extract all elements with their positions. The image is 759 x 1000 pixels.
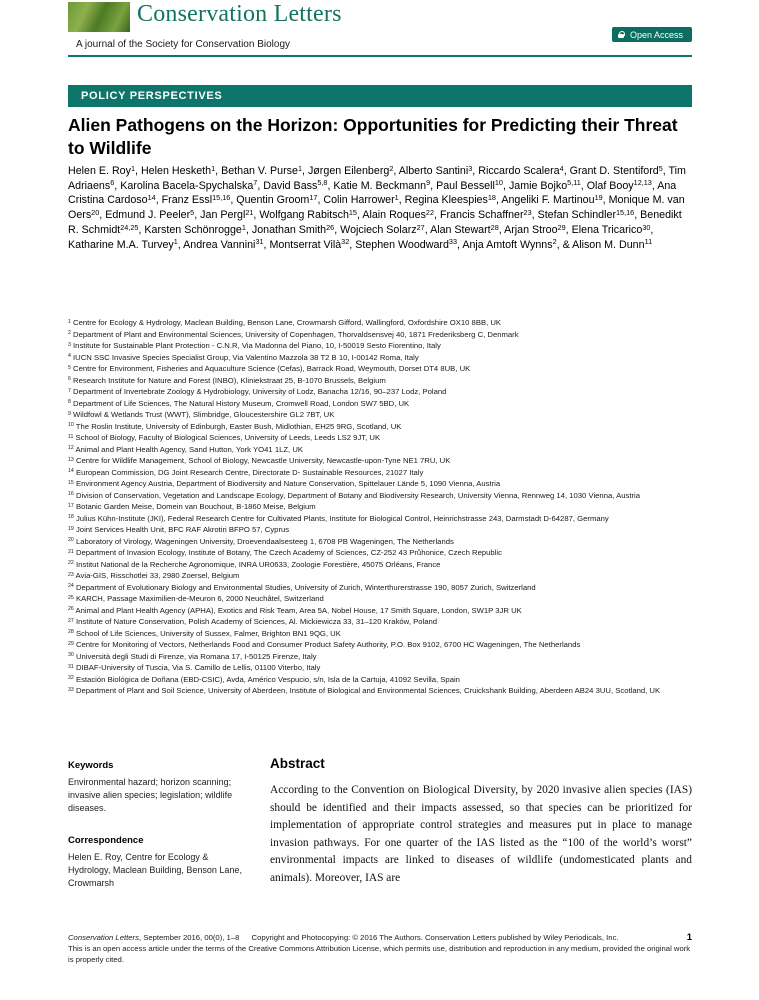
author: Arjan Stroo$^{29}$,: [504, 222, 572, 236]
author: Karsten Schönrogge$^1$,: [144, 222, 252, 236]
affiliation: $^{23}$ Avia-GIS, Risschotlei 33, 2980 Zoersel, Belgium: [68, 571, 240, 580]
author: Alberto Santini$^3$,: [398, 163, 479, 177]
author: Angeliki F. Martinou$^{19}$,: [501, 193, 609, 207]
footer-license: This is an open access article under the terms of the Creative Commons Attribution License, which permits use, distribution and reproduction in any medium, provided the original work is properly cited.: [68, 944, 691, 964]
author: Jamie Bojko$^{5,11}$,: [508, 178, 587, 192]
journal-tagline: A journal of the Society for Conservation Biology: [76, 39, 291, 50]
affiliation: $^{33}$ Department of Plant and Soil Science, University of Aberdeen, Institute of Biological and Environmental Sciences, Cruickshank Building, Aberdeen AB24 3UU, Scotland, UK: [68, 686, 661, 695]
affiliation: $^{26}$ Animal and Plant Health Agency (APHA), Exotics and Risk Team, Area 5A, Nobel House, 17 Smith Square, London, SW1P 3JR UK: [68, 605, 522, 615]
affiliation: $^{22}$ Institut National de la Recherche Agronomique, INRA UR0633, Zoologie Forestière, 45075 Orléans, France: [68, 559, 441, 569]
abstract-heading: Abstract: [270, 756, 325, 771]
author: Montserrat Vilà$^{32}$,: [269, 237, 356, 251]
author: Bethan V. Purse$^1$,: [221, 163, 308, 177]
author: Wojciech Solarz$^{27}$,: [340, 222, 431, 236]
affiliation: $^{28}$ School of Life Sciences, University of Sussex, Falmer, Brighton BN1 9QG, UK: [68, 628, 341, 638]
author: Paul Bessell$^{10}$,: [436, 178, 509, 192]
open-access-badge: [612, 27, 692, 42]
author: Anja Amtoft Wynns$^2$,: [462, 237, 563, 251]
correspondence-heading: Correspondence: [68, 835, 144, 846]
affiliation: $^{14}$ European Commission, DG Joint Research Centre, Directorate D- Sustainable Resources, 21027 Italy: [68, 467, 424, 477]
author: Colin Harrower$^1$,: [323, 193, 405, 207]
affiliation: $^1$ Centre for Ecology & Hydrology, Maclean Building, Benson Lane, Crowmarsh Gifford, Wallingford, Oxfordshire OX10 8BB, UK: [68, 318, 502, 327]
author: Helen E. Roy$^1$,: [68, 163, 141, 177]
page-number: 1: [686, 932, 692, 943]
author: Helen Hesketh$^1$,: [140, 163, 222, 177]
footer-journal-name: Conservation Letters: [68, 933, 139, 942]
keywords-correspondence-column: [68, 760, 246, 890]
author: Katie M. Beckmann$^9$,: [333, 178, 437, 192]
affiliation: $^{30}$ Università degli Studi di Firenze, via Romana 17, I-50125 Firenze, Italy: [68, 651, 317, 661]
author: Grant D. Stentiford$^5$,: [569, 163, 669, 177]
author: Edmund J. Peeler$^5$,: [105, 207, 201, 222]
correspondence-text: Helen E. Roy, Centre for Ecology & Hydrology, Maclean Building, Benson Lane, Crowmarsh: [68, 852, 242, 888]
article-title: Alien Pathogens on the Horizon: Opportunities for Predicting their Threat to Wildlife: [68, 115, 678, 158]
affiliation: $^{18}$ Julius Kühn-Institute (JKI), Federal Research Centre for Cultivated Plants, Institute for Biological Control, Heinrichstrasse 243, Darmstadt D-64287, Germany: [68, 513, 609, 523]
affiliation: $^{32}$ Estación Biológica de Doñana (EBD-CSIC), Avda, Américo Vespucio, s/n, Isla de la Cartuja, 41092 Sevilla, Spain: [68, 674, 460, 684]
footer-citation-block: [68, 933, 619, 943]
page-footer: [68, 933, 692, 965]
affiliation: $^{21}$ Department of Invasion Ecology, Institute of Botany, The Czech Academy of Sciences, CZ-252 43 Průhonice, Czech Republic: [68, 548, 502, 557]
header-rule: [68, 55, 692, 57]
journal-logo-image: [68, 2, 130, 32]
footer-copyright: Copyright and Photocopying: © 2016 The Authors. Conservation Letters published by Wiley Periodicals, Inc.: [251, 933, 619, 942]
affiliation: $^{13}$ Centre for Wildlife Management, School of Biology, Newcastle University, Newcastle-upon-Tyne NE1 7RU, UK: [68, 456, 451, 465]
keywords-heading: Keywords: [68, 760, 114, 771]
author: Olaf Booy$^{12,13}$,: [586, 178, 658, 192]
footer-citation-rest: , September 2016, 00(0), 1–8: [138, 933, 240, 942]
affiliation: $^{29}$ Centre for Monitoring of Vectors, Netherlands Food and Consumer Product Safety Authority, P.O. Box 9102, 6700 HC Wageningen, The Netherlands: [68, 640, 581, 649]
section-banner: POLICY PERSPECTIVES: [68, 85, 692, 107]
author: Alain Roques$^{22}$,: [362, 207, 440, 222]
author: Jonathan Smith$^{26}$,: [251, 222, 341, 236]
author: Jørgen Eilenberg$^2$,: [307, 163, 399, 177]
affiliation: $^{17}$ Botanic Garden Meise, Domein van Bouchout, B-1860 Meise, Belgium: [68, 502, 316, 511]
author: Tim Adriaens$^6$,: [68, 165, 686, 192]
affiliation: $^7$ Department of Invertebrate Zoology & Hydrobiology, University of Lodz, Banacha 12/16, 90–237 Lodz, Poland: [68, 387, 447, 396]
author: Benedikt R. Schmidt$^{24,25}$,: [68, 209, 682, 236]
author: Wolfgang Rabitsch$^{15}$,: [259, 207, 363, 222]
open-lock-icon: [618, 31, 625, 38]
affiliation: $^{31}$ DIBAF-University of Tuscia, Via S. Camillo de Lellis, 01100 Viterbo, Italy: [68, 663, 321, 672]
affiliation: $^5$ Centre for Environment, Fisheries and Aquaculture Science (Cefas), Barrack Road, Weymouth, Dorset DT4 8UB, UK: [68, 364, 471, 373]
affiliation-list: [68, 317, 692, 697]
author: Stefan Schindler$^{15,16}$,: [537, 207, 641, 222]
author: Stephen Woodward$^{33}$,: [355, 237, 463, 251]
affiliation: $^{20}$ Laboratory of Virology, Wageningen University, Droevendaalsesteeg 1, 6708 PB Wageningen, The Netherlands: [68, 536, 454, 546]
journal-title: Conservation Letters: [137, 1, 342, 27]
affiliation: $^{11}$ School of Biology, Faculty of Biological Sciences, University of Leeds, Leeds LS2 9JT, UK: [68, 433, 381, 442]
affiliation: $^{12}$ Animal and Plant Health Agency, Sand Hutton, York YO41 1LZ, UK: [68, 444, 304, 454]
affiliation: $^{16}$ Division of Conservation, Vegetation and Landscape Ecology, Department of Botany and Biodiversity Research, University Vienna, Rennweg 14, 1030 Vienna, Austria: [68, 490, 641, 500]
affiliation: $^2$ Department of Plant and Environmental Sciences, University of Copenhagen, Thorvaldsensvej 40, 1871 Frederiksberg C, Denmark: [68, 329, 519, 339]
author: Regina Kleespies$^{18}$,: [404, 193, 502, 207]
affiliation: $^{27}$ Institute of Nature Conservation, Polish Academy of Sciences, Al. Mickiewicza 33, 31–120 Kraków, Poland: [68, 617, 438, 626]
affiliation: $^3$ Institute for Sustainable Plant Protection - C.N.R, Via Madonna del Piano, 10, I-50019 Sesto Fiorentino, Italy: [68, 341, 441, 350]
affiliation: $^8$ Department of Life Sciences, The Natural History Museum, Cromwell Road, London SW7 5BD, UK: [68, 398, 410, 408]
affiliation: $^{19}$ Joint Services Health Unit, BFC RAF Akrotiri BFPO 57, Cyprus: [68, 525, 290, 534]
affiliation: $^{24}$ Department of Evolutionary Biology and Environmental Studies, University of Zurich, Winterthurerstrasse 190, 8057 Zurich, Switzerland: [68, 582, 536, 592]
abstract-text: According to the Convention on Biological Diversity, by 2020 invasive alien species (IAS) should be identified and their impacts assessed, so that species can be prioritized for implementation of appropriate control strategies and measures put in place to manage invasion pathways. For one quarter of the IAS listed as the “100 of the world’s worst” environmental impacts are linked to diseases of wildlife (undomesticated plants and animals). Moreover, IAS are: [270, 784, 692, 884]
author: Riccardo Scalera$^4$,: [478, 163, 570, 177]
author-list: [68, 164, 692, 252]
open-access-label: Open Access: [629, 29, 683, 40]
author: Quentin Groom$^{17}$,: [236, 193, 324, 207]
author: Andrea Vannini$^{31}$,: [183, 237, 270, 251]
keywords-text: Environmental hazard; horizon scanning; invasive alien species; legislation; wildlife diseases.: [68, 777, 233, 813]
author: Ana Cristina Cardoso$^{14}$,: [68, 179, 677, 207]
footer-line: [68, 933, 692, 943]
affiliation: $^4$ IUCN SSC Invasive Species Specialist Group, Via Valentino Mazzola 38 T2 B 10, I-00142 Roma, Italy: [68, 352, 419, 362]
author: Karolina Bacela-Spychalska$^7$,: [120, 178, 264, 192]
author: Jan Pergl$^{21}$,: [200, 207, 260, 222]
affiliation: $^{25}$ KARCH, Passage Maximilien-de-Meuron 6, 2000 Neuchâtel, Switzerland: [68, 594, 324, 603]
author: Katharine M.A. Turvey$^1$,: [68, 237, 184, 251]
affiliation: $^{10}$ The Roslin Institute, University of Edinburgh, Easter Bush, Midlothian, EH25 9RG, Scotland, UK: [68, 421, 402, 431]
author: David Bass$^{5,8}$,: [263, 178, 334, 192]
affiliation: $^6$ Research Institute for Nature and Forest (INBO), Kliniekstraat 25, B-1070 Brussels, Belgium: [68, 375, 386, 385]
author: Alan Stewart$^{28}$,: [430, 222, 505, 236]
author: Monique M. van Oers$^{20}$,: [68, 194, 685, 222]
affiliation: $^9$ Wildfowl & Wetlands Trust (WWT), Slimbridge, Gloucestershire GL2 7BT, UK: [68, 410, 335, 419]
affiliation: $^{15}$ Environment Agency Austria, Department of Biodiversity and Nature Conservation, Spittelauer Lände 5, 1090 Vienna, Austria: [68, 479, 501, 488]
author: Francis Schaffner$^{23}$,: [439, 207, 538, 222]
author: & Alison M. Dunn$^{11}$: [562, 237, 653, 251]
author: Elena Tricarico$^{30}$,: [571, 222, 654, 236]
abstract-section: [270, 756, 692, 888]
author: Franz Essl$^{15,16}$,: [161, 193, 237, 207]
